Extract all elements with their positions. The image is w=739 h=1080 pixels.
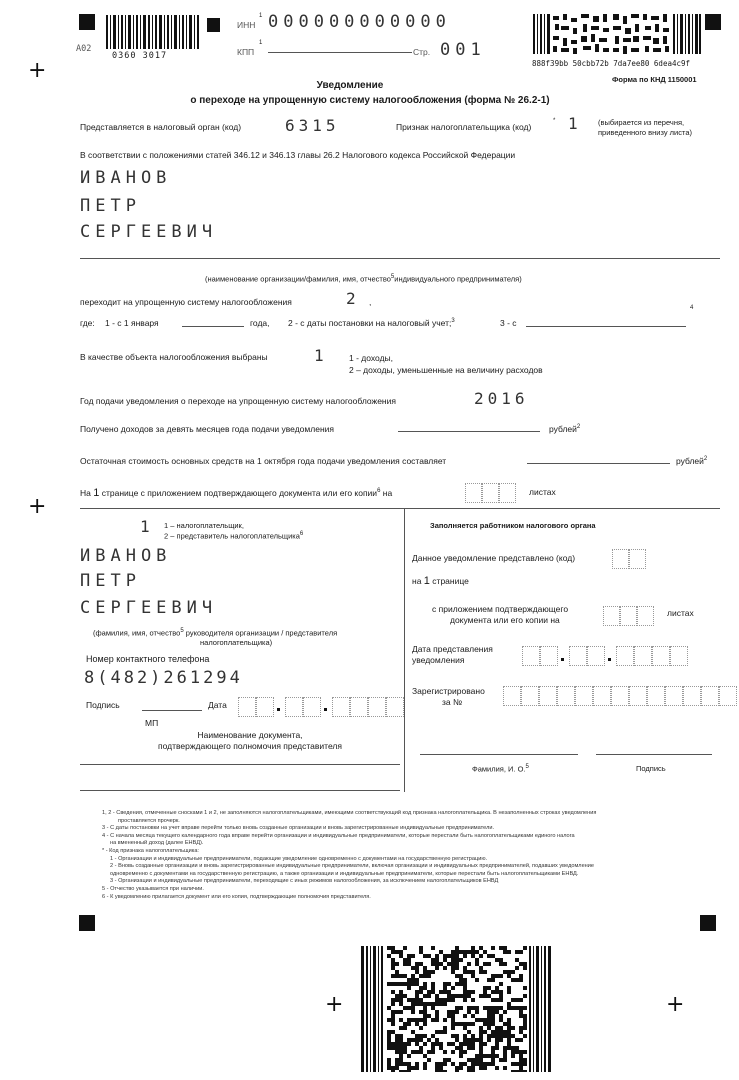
footnote: 1 - Организации и индивидуальные предприниматели, подающие уведомление одновременно с документами на государственную регистрацию. [110, 855, 488, 862]
footnote: 6 - К уведомлению прилагается документ или его копия, подтверждающие полномочия представителя. [102, 893, 371, 900]
footnote: 5 - Отчество указывается при наличии. [102, 885, 204, 892]
signer-opt2: 2 – представитель налогоплательщика$^6$ [164, 531, 304, 541]
registration-cross-icon: + [28, 58, 47, 83]
income-line [398, 431, 540, 432]
attach-label-1: с приложением подтверждающего [432, 604, 569, 614]
corner-marker-top-right [705, 14, 721, 30]
column-divider [404, 508, 405, 792]
section-divider [80, 508, 720, 509]
doc-line-1 [80, 764, 400, 765]
signature-label: Подпись [86, 700, 120, 710]
pages-sheets-label: листах [529, 487, 556, 497]
fio-line [420, 754, 578, 755]
transition-opt3: 3 - с [500, 318, 517, 328]
right-pages: на 1 странице [412, 575, 469, 587]
name-underline [80, 258, 720, 259]
footnote: 3 - Организации и индивидуальные предприниматели, переходящие с иных режимов налогообложения, за исключением налогоплательщиков ЕНВД [110, 878, 499, 885]
doc-label-1: Наименование документа, [197, 730, 303, 740]
2d-barcode-footer [361, 946, 551, 1072]
corner-marker-bottom-left [79, 915, 95, 931]
tax-office-label: Представляется в налоговый орган (код) [80, 122, 242, 132]
registration-cross-icon: + [28, 494, 47, 519]
payer-sign-value[interactable]: 1 [568, 114, 582, 133]
transition-label: переходит на упрощенную систему налогообложения [80, 297, 292, 307]
income-unit: рублей$^2$ [549, 424, 581, 434]
barcode-hash: 888f39bb 50cbb72b 7da7ee80 6dea4c9f [532, 59, 691, 68]
signer-caption: (фамилия, имя, отчество$^5$ руководителя организации / представителя [93, 628, 338, 638]
signature-line [142, 710, 202, 711]
sign-line [596, 754, 712, 755]
page-label: Стр. [413, 47, 431, 57]
phone-value[interactable]: 8(482)261294 [84, 668, 243, 688]
title-line1: Уведомление [316, 80, 384, 91]
attach-label-2: документа или его копии на [450, 615, 560, 625]
pages-line: На 1 странице с приложением подтверждающего документа или его копии$^6$ на [80, 487, 393, 499]
payer-sign-note-2: приведенного внизу листа) [598, 128, 692, 137]
registered-label-2: за № [442, 697, 463, 707]
signer-caption-2: налогоплательщика) [200, 638, 273, 647]
date-presented-month[interactable] [569, 646, 605, 666]
date-month-cells[interactable] [285, 697, 321, 717]
linear-barcode [106, 15, 200, 49]
date-year-cells[interactable] [332, 697, 404, 717]
transition-value[interactable]: 2 [346, 289, 360, 308]
inn-label: ИНН [237, 20, 256, 30]
year-label: Год подачи уведомления о переходе на упрощенную систему налогообложения [80, 396, 396, 406]
date-presented-label-1: Дата представления [412, 644, 493, 654]
date-presented-year[interactable] [616, 646, 688, 666]
inn-value: 000000000000 [268, 12, 451, 32]
marker-mid [207, 18, 220, 32]
assets-label: Остаточная стоимость основных средств на 1 октября года подачи уведомления составляет [80, 456, 447, 466]
registration-cross-icon: + [325, 992, 344, 1017]
kpp-label: КПП [237, 47, 255, 57]
registration-cross-icon: + [666, 992, 685, 1017]
barcode-number: 0360 3017 [112, 51, 168, 61]
object-opt1: 1 - доходы, [349, 353, 393, 363]
registered-number-cells[interactable] [503, 686, 737, 706]
kpp-line [268, 52, 412, 53]
year-value[interactable]: 2016 [474, 389, 529, 408]
taxpayer-first-name[interactable]: ПЕТР [80, 196, 141, 216]
taxpayer-name-caption: (наименование организации/фамилия, имя, отчество$^5$индивидуального предпринимателя) [205, 274, 522, 284]
footnote: проставляется прочерк. [118, 817, 180, 824]
assets-line [527, 463, 670, 464]
signer-opt1: 1 – налогоплательщик, [164, 521, 244, 530]
corner-marker-top-left [79, 14, 95, 30]
transition-year-word: года, [250, 318, 270, 328]
page-value: 001 [440, 40, 486, 60]
doc-label-2: подтверждающего полномочия представителя [158, 741, 342, 751]
doc-line-2 [80, 790, 400, 791]
sign-label: Подпись [636, 764, 666, 773]
opt1-year-line [182, 326, 244, 327]
title-line2: о переходе на упрощенную систему налогообложения (форма № 26.2-1) [190, 95, 550, 106]
date-presented-day[interactable] [522, 646, 558, 666]
footnote: 4 - С начала месяца текущего календарного года вправе перейти организации и индивидуальные предприниматели, которые перестали быть налогоплательщиками единого налога [102, 832, 575, 839]
assets-unit: рублей$^2$ [676, 456, 708, 466]
footnotes [102, 810, 712, 901]
right-panel-title: Заполняется работником налогового органа [430, 521, 596, 530]
fio-label: Фамилия, И. О.$^5$ [472, 764, 529, 774]
signer-value[interactable]: 1 [140, 517, 154, 536]
object-label: В качестве объекта налогообложения выбраны [80, 352, 268, 362]
taxpayer-last-name[interactable]: ИВАНОВ [80, 168, 172, 188]
footnote: на вмененный доход (далее ЕНВД). [110, 840, 204, 847]
date-label: Дата [208, 700, 227, 710]
payer-sign-label: Признак налогоплательщика (код) [396, 122, 532, 132]
pages-sheets-cells[interactable] [465, 483, 516, 503]
form-code-left: A02 [76, 44, 92, 54]
signer-last-name[interactable]: ИВАНОВ [80, 546, 172, 566]
presented-label: Данное уведомление представлено (код) [412, 553, 576, 563]
presented-code-cells[interactable] [612, 549, 646, 569]
footnote: одновременно с документами на государственную регистрацию, а также организации и индивидуальные предприниматели, которые перестали быть налогоплательщиками ЕНВД. [110, 870, 579, 877]
corner-marker-bottom-right [700, 915, 716, 931]
object-value[interactable]: 1 [314, 346, 328, 365]
income-label: Получено доходов за девять месяцев года подачи уведомления [80, 424, 334, 434]
attach-sheets-cells[interactable] [603, 606, 654, 626]
signer-middle-name[interactable]: СЕРГЕЕВИЧ [80, 598, 218, 618]
footnote: 3 - С даты постановки на учет вправе перейти только вновь созданные организации и вновь зарегистрированные индивидуальные предприниматели. [102, 825, 495, 832]
date-presented-label-2: уведомления [412, 655, 465, 665]
footnote: 1, 2 - Сведения, отмеченные сносками 1 и 2, не заполняются налогоплательщиками, имеющими соответствующий код признака налогоплательщика. В незаполненных строках уведомления [102, 810, 597, 816]
payer-sign-note-1: (выбирается из перечня, [598, 118, 685, 127]
form-code-knd: Форма по КНД 1150001 [612, 75, 697, 84]
footnote: * - Код признака налогоплательщика: [102, 847, 199, 854]
legal-basis: В соответствии с положениями статей 346.12 и 346.13 главы 26.2 Налогового кодекса Российской Федерации [80, 150, 516, 160]
date-day-cells[interactable] [238, 697, 274, 717]
2d-barcode-header [533, 14, 701, 54]
tax-office-code[interactable]: 6315 [285, 116, 340, 135]
attach-sheets-label: листах [667, 608, 694, 618]
phone-label: Номер контактного телефона [86, 654, 210, 664]
signer-first-name[interactable]: ПЕТР [80, 571, 141, 591]
transition-where: где: [80, 318, 95, 328]
registered-label-1: Зарегистрировано [412, 686, 485, 696]
footnote: 2 - Вновь созданные организации и вновь зарегистрированные индивидуальные предприниматели, включая организации и индивидуальных предпринимателей, подавших уведомление [110, 863, 595, 870]
transition-opt2: 2 - с даты постановки на налоговый учет;$^3$ [288, 318, 455, 328]
opt3-line [526, 326, 686, 327]
taxpayer-middle-name[interactable]: СЕРГЕЕВИЧ [80, 222, 218, 242]
transition-opt1: 1 - с 1 января [105, 318, 159, 328]
stamp-label: МП [145, 718, 159, 728]
object-opt2: 2 – доходы, уменьшенные на величину расходов [349, 365, 543, 375]
